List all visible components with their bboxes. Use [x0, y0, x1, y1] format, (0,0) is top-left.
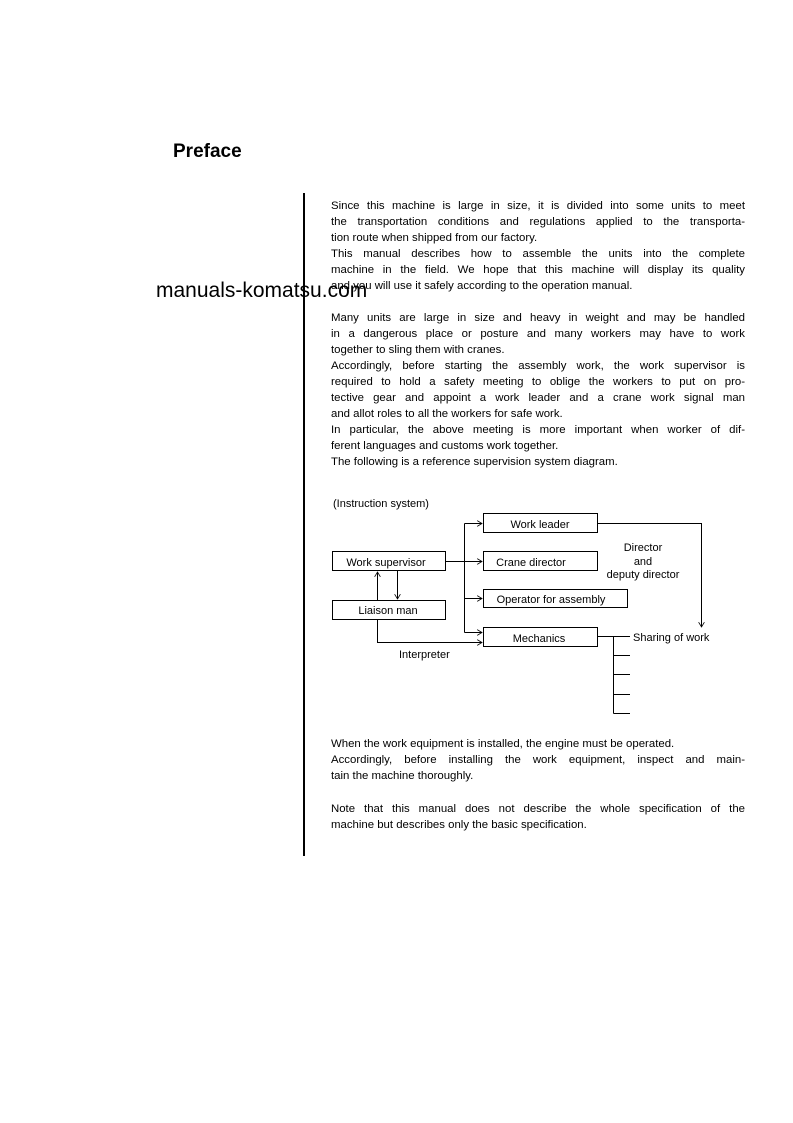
label-work-leader: Work leader: [510, 519, 570, 531]
text-line: required to hold a safety meeting to oblige the workers to put on pro-: [331, 376, 745, 388]
text-line: ferent languages and customs work together.: [331, 440, 559, 452]
label-operator: Operator for assembly: [496, 594, 606, 606]
label-director: Director: [623, 542, 663, 554]
text-line: together to sling them with cranes.: [331, 344, 505, 356]
label-deputy-director: deputy director: [606, 569, 680, 581]
text-line: Accordingly, before starting the assembly work, the work supervisor is: [331, 360, 745, 372]
text-line: Note that this manual does not describe the whole specification of the: [331, 803, 745, 815]
text-line: and you will use it safely according to the operation manual.: [331, 280, 633, 292]
text-line: tain the machine thoroughly.: [331, 770, 474, 782]
text-line: Many units are large in size and heavy in weight and may be handled: [331, 312, 745, 324]
label-liaison-man: Liaison man: [358, 605, 418, 617]
text-line: Since this machine is large in size, it is divided into some units to meet: [331, 200, 745, 212]
label-interpreter: Interpreter: [399, 649, 450, 661]
text-line: machine in the field. We hope that this machine will display its quality: [331, 264, 745, 276]
label-mechanics: Mechanics: [512, 633, 566, 645]
text-line: The following is a reference supervision system diagram.: [331, 456, 618, 468]
text-line: Accordingly, before installing the work equipment, inspect and main-: [331, 754, 745, 766]
label-and: and: [633, 556, 653, 568]
label-crane-director: Crane director: [496, 557, 566, 569]
watermark: manuals-komatsu.com: [156, 279, 368, 302]
diagram-caption: (Instruction system): [333, 498, 429, 510]
text-line: tion route when shipped from our factory.: [331, 232, 538, 244]
text-line: and allot roles to all the workers for safe work.: [331, 408, 563, 420]
text-line: tective gear and appoint a work leader and a crane work signal man: [331, 392, 745, 404]
page-title: Preface: [173, 141, 242, 162]
text-line: machine but describes only the basic specification.: [331, 819, 587, 831]
text-line: In particular, the above meeting is more important when worker of dif-: [331, 424, 745, 436]
text-line: in a dangerous place or posture and many workers may have to work: [331, 328, 745, 340]
text-line: the transportation conditions and regulations applied to the transporta-: [331, 216, 745, 228]
label-sharing-of-work: Sharing of work: [633, 632, 710, 644]
text-line: When the work equipment is installed, the engine must be operated.: [331, 738, 675, 750]
label-work-supervisor: Work supervisor: [346, 557, 426, 569]
text-line: This manual describes how to assemble the units into the complete: [331, 248, 745, 260]
